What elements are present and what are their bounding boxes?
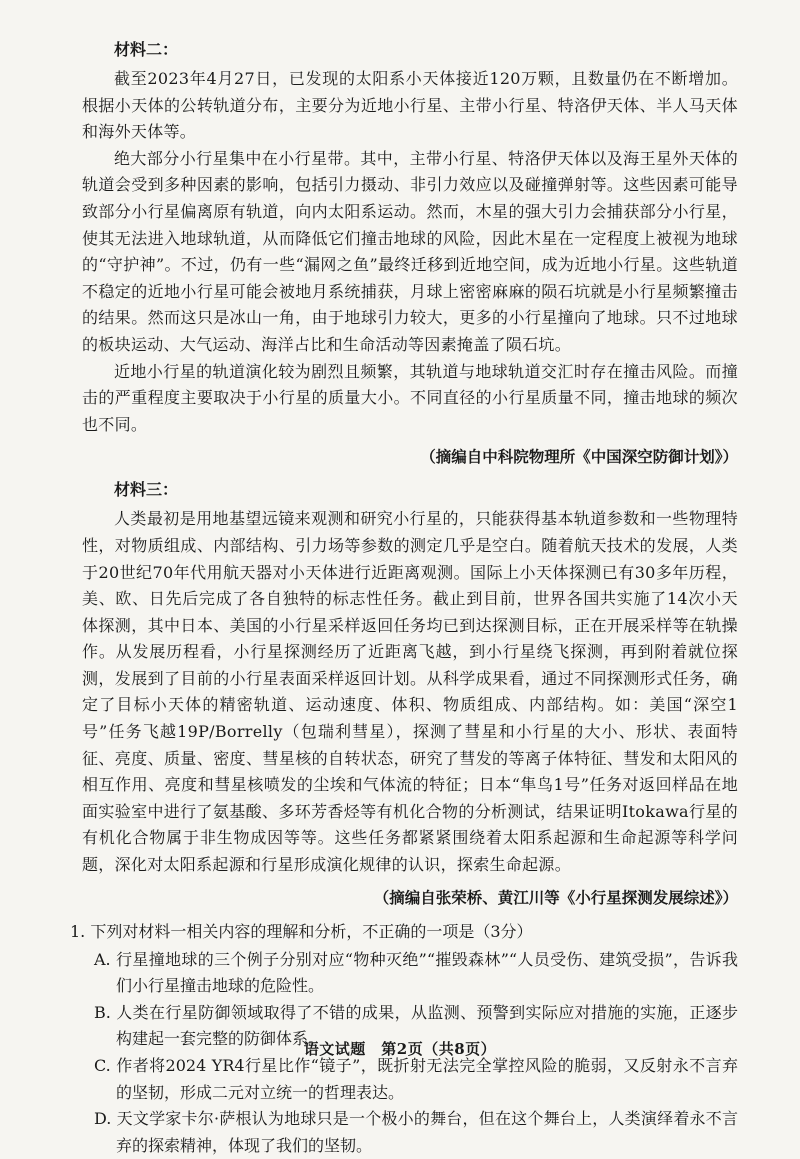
- option-c[interactable]: C. 作者将2024 YR4行星比作“镜子”，既折射无法完全掌控风险的脆弱，又反射永不言弃的坚韧，形成二元对立统一的哲理表达。: [94, 1056, 738, 1102]
- option-b[interactable]: B. 人类在行星防御领域取得了不错的成果，从监测、预警到实际应对措施的实施，正逐步构建起一套完整的防御体系。: [94, 1002, 738, 1049]
- material-two-source: （摘编自中科院物理所《中国深空防御计划》）: [420, 447, 738, 467]
- page-footer: 语文试题 第2页（共8页）: [303, 1040, 497, 1058]
- option-a[interactable]: A. 行星撞地球的三个例子分别对应“物种灭绝”“摧毁森林”“人员受伤、建筑受损”，告诉我们小行星撞击地球的危险性。: [94, 949, 738, 996]
- material-three-section: [82, 478, 738, 910]
- material-two-heading: 材料二：: [114, 40, 179, 59]
- material-three-source: （摘编自张荣桥、黄江川等《小行星探测发展综述》）: [373, 887, 738, 907]
- question-stem: 1. 下列对材料一相关内容的理解和分析，不正确的一项是（3分）: [70, 921, 533, 941]
- material-two-section: [82, 38, 738, 470]
- option-d[interactable]: D. 天文学家卡尔·萨根认为地球只是一个极小的舞台，但在这个舞台上，人类演绎着永不言弃的探索精神，体现了我们的坚韧。: [94, 1109, 738, 1155]
- material-two-paragraph-1: 截至2023年4月27日，已发现的太阳系小天体接近120万颗，且数量仍在不断增加。根据小天体的公转轨道分布，主要分为近地小行星、主带小行星、特洛伊天体、半人马天体和海外天体等。: [82, 69, 738, 142]
- material-two-paragraph-3: 近地小行星的轨道演化较为剧烈且频繁，其轨道与地球轨道交汇时存在撞击风险。而撞击的严重程度主要取决于小行星的质量大小。不同直径的小行星质量不同，撞击地球的频次也不同。: [82, 361, 738, 434]
- material-three-paragraph-1: 人类最初是用地基望远镜来观测和研究小行星的，只能获得基本轨道参数和一些物理特性，对物质组成、内部结构、引力场等参数的测定几乎是空白。随着航天技术的发展，人类于20世纪70年代用航天器对小天体进行近距离观测。国际上小天体探测已有30多年历程，美、欧、日先后完成了各自独特的标志性任务。截止到目前，世界各国共实施了14次小天体探测，其中日本、美国的小行星采样返回任务均已到达探测目标，正在开展采样等在轨操作。从发展历程看，小行星探测经历了近距离飞越，到小行星绕飞探测，再到附着就位探测，发展到了目前的小行星表面采样返回计划。从科学成果看，通过不同探测形式任务，确定了目标小天体的精密轨道、运动速度、体积、物质组成、内部结构。如：美国“深空1号”任务飞越19P/Borrelly（包瑞利彗星），探测了彗星和小行星的大小、形状、表面特征、亮度、质量、密度、彗星核的自转状态，研究了彗发的等离子体特征、彗发和太阳风的相互作用、亮度和彗星核喷发的尘埃和气体流的特征；日本“隼鸟1号”任务对返回样品在地面实验室中进行了氨基酸、多环芳香烃等有机化合物的分析测试，结果证明Itokawa行星的有机化合物属于非生物成因等等。这些任务都紧紧围绕着太阳系起源和生命起源等科学问题，深化对太阳系起源和行星形成演化规律的认识，探索生命起源。: [82, 509, 738, 875]
- material-two-paragraph-2: 绝大部分小行星集中在小行星带。其中，主带小行星、特洛伊天体以及海王星外天体的轨道会受到多种因素的影响，包括引力摄动、非引力效应以及碰撞弹射等。这些因素可能导致部分小行星偏离原有轨道，向内太阳系运动。然而，木星的强大引力会捕获部分小行星，使其无法进入地球轨道，从而降低它们撞击地球的风险，因此木星在一定程度上被视为地球的“守护神”。不过，仍有一些“漏网之鱼”最终迁移到近地空间，成为近地小行星。这些轨道不稳定的近地小行星可能会被地月系统捕获，月球上密密麻麻的陨石坑就是小行星频繁撞击的结果。然而这只是冰山一角，由于地球引力较大，更多的小行星撞向了地球。只不过地球的板块运动、大气运动、海洋占比和生命活动等因素掩盖了陨石坑。: [82, 148, 738, 354]
- material-three-heading: 材料三：: [114, 480, 179, 500]
